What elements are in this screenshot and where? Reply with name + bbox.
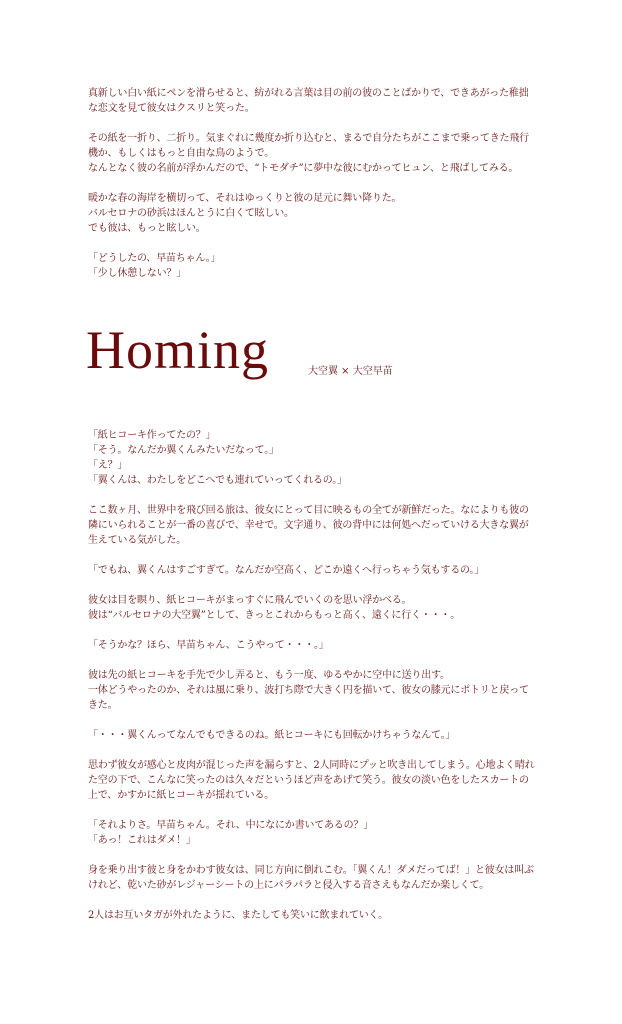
story-paragraph: 彼は“バルセロナの大空翼”として、きっとこれからもっと高く、遠くに行く・・・。 <box>88 610 461 621</box>
story-body <box>88 428 538 923</box>
prologue-paragraph: バルセロナの砂浜はほんとうに白くて眩しい。 <box>88 208 294 219</box>
prologue-section <box>88 86 538 281</box>
dialogue-line: 「少し休憩しない？」 <box>88 268 186 279</box>
page-title: Homing <box>86 320 270 380</box>
prologue-paragraph: 真新しい白い紙にペンを滑らせると、紡がれる言葉は目の前の彼のことばかりで、できあがった稚拙な恋文を見て彼女はクスリと笑った。 <box>88 88 529 114</box>
prologue-paragraph: なんとなく彼の名前が浮かんだので、“トモダチ”に夢中な彼にむかってヒュン、と飛ばしてみる。 <box>88 163 519 174</box>
dialogue-line: 「でもね、翼くんはすごすぎて。なんだか空高く、どこか遠くへ行っちゃう気もするの。」 <box>88 565 484 576</box>
dialogue-line: 「あっ！これはダメ！」 <box>88 835 196 846</box>
dialogue-line: 「そうかな？ほら、早苗ちゃん、こうやって・・・。」 <box>88 640 329 651</box>
dialogue-line: 「翼くんは、わたしをどこへでも連れていってくれるの。」 <box>88 475 347 486</box>
dialogue-line: 「紙ヒコーキ作ってたの？」 <box>88 430 216 441</box>
story-paragraph: 身を乗り出す彼と身をかわす彼女は、同じ方向に倒れこむ。「翼くん！ダメだってば！」と彼女は叫ぶけれど、乾いた砂がレジャーシートの上にパラパラと侵入する音さえもなんだか楽しくて。 <box>88 865 534 891</box>
story-paragraph: 一体どうやったのか、それは風に乗り、波打ち際で大きく円を描いて、彼女の膝元にポトリと戻ってきた。 <box>88 685 529 711</box>
dialogue-line: 「そう。なんだか翼くんみたいだなって。」 <box>88 445 279 456</box>
dialogue-line: 「え？」 <box>88 460 128 471</box>
prologue-paragraph: 暖かな春の海岸を横切って、それはゆっくりと彼の足元に舞い降りた。 <box>88 193 402 204</box>
prologue-paragraph: その紙を一折り、二折り。気まぐれに幾度か折り込むと、まるで自分たちがここまで乗ってきた飛行機か、もしくはもっと自由な鳥のようで。 <box>88 133 529 159</box>
story-paragraph: 思わず彼女が感心と皮肉が混じった声を漏らすと、2人同時にプッと吹き出してしまう。心地よく晴れた空の下で、こんなに笑ったのは久々だというほど声をあげて笑う。彼女の淡い色をしたスカートの上で、かすかに紙ヒコーキが揺れている。 <box>88 760 535 801</box>
story-paragraph: 2人はお互いタガが外れたように、またしても笑いに飲まれていく。 <box>88 910 388 921</box>
title-block <box>86 318 546 388</box>
dialogue-line: 「・・・翼くんってなんでもできるのね。紙ヒコーキにも回転かけちゃうなんて。」 <box>88 730 456 741</box>
pairing-label: 大空翼 × 大空早苗 <box>308 366 393 377</box>
story-paragraph: 彼は先の紙ヒコーキを手先で少し弄ると、もう一度、ゆるやかに空中に送り出す。 <box>88 670 450 681</box>
dialogue-line: 「それよりさ。早苗ちゃん。それ、中になにか書いてあるの？」 <box>88 820 373 831</box>
story-paragraph: ここ数ヶ月、世界中を飛び回る旅は、彼女にとって目に映るもの全てが新鮮だった。なによりも彼の隣にいられることが一番の喜びで、幸せで。文字通り、彼の背中には何処へだっていける大きな翼が生えている気がした。 <box>88 505 529 546</box>
dialogue-line: 「どうしたの、早苗ちゃん。」 <box>88 253 221 264</box>
prologue-paragraph: でも彼は、もっと眩しい。 <box>88 223 206 234</box>
story-paragraph: 彼女は目を瞑り、紙ヒコーキがまっすぐに飛んでいくのを思い浮かべる。 <box>88 595 412 606</box>
